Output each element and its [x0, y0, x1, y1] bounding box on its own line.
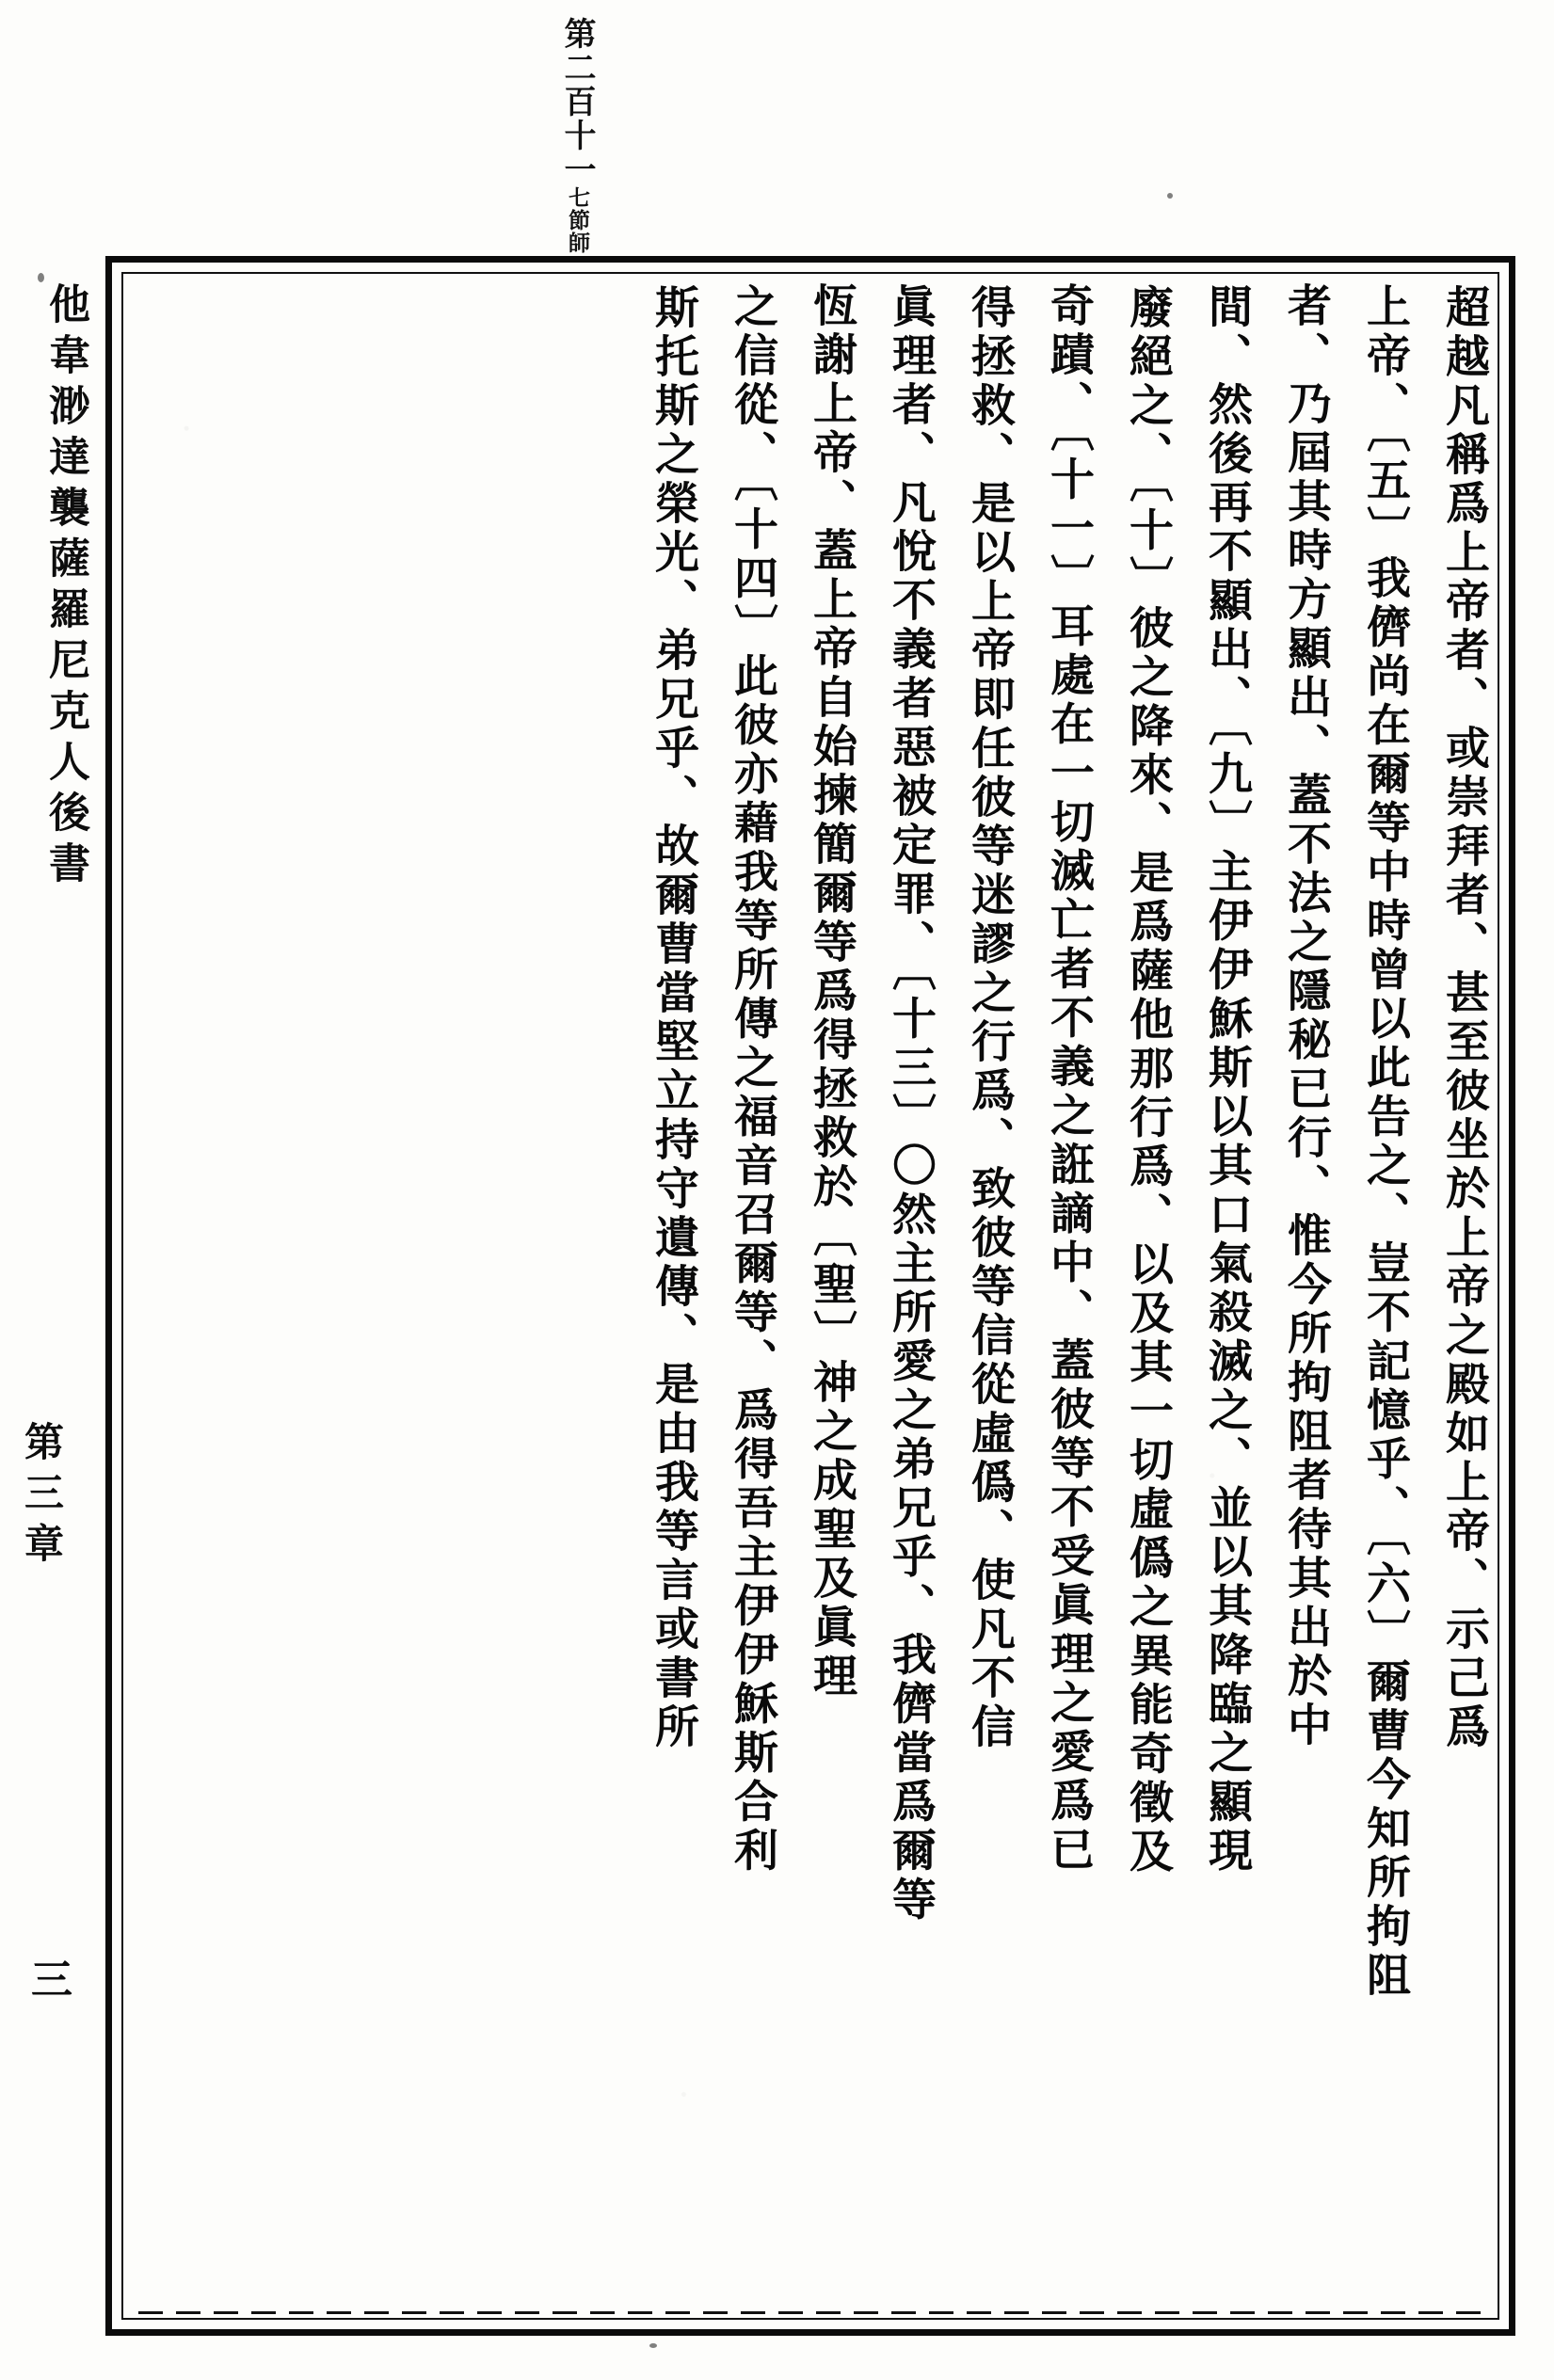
ink-speck: [1167, 193, 1173, 199]
running-head-subtext: 七節師: [565, 186, 590, 254]
text-frame-inner: [121, 272, 1499, 2320]
text-column: 超越凡稱爲上帝者、或崇拜者、甚至彼坐於上帝之殿如上帝、示己爲: [1438, 284, 1490, 1752]
text-column: 奇蹟、〔十一〕耳處在一切滅亡者不義之誑謫中、蓋彼等不受眞理之愛爲已: [1043, 282, 1095, 1876]
text-column: 者、乃屆其時方顯出、蓋不法之隱秘已行、惟今所拘阻者待其出於中: [1280, 282, 1332, 1750]
text-column: 之信從、〔十四〕此彼亦藉我等所傳之福音召爾等、爲得吾主伊伊穌斯合利: [727, 283, 778, 1877]
ink-speck: [38, 273, 44, 282]
bottom-rule: [138, 2311, 1482, 2314]
text-column: 間、然後再不顯出、〔九〕主伊伊穌斯以其口氣殺滅之、並以其降臨之顯現: [1201, 283, 1253, 1877]
running-head-text: 第二百十一: [558, 17, 596, 186]
text-column: 眞理者、凡悅不義者惡被定罪、〔十三〕〇然主所愛之弟兄乎、我儕當爲爾等: [885, 283, 937, 1925]
running-head: [489, 17, 596, 262]
text-column: 廢絕之、〔十〕彼之降來、是爲薩他那行爲、以及其一切虛僞之異能奇徵及: [1122, 284, 1174, 1877]
text-column: 上帝、〔五〕我儕尚在爾等中時曾以此告之、豈不記憶乎、〔六〕爾曹今知所拘阻: [1359, 283, 1411, 2001]
text-column: 恆謝上帝、蓋上帝自始揀簡爾等爲得拯救於〔聖〕神之成聖及眞理: [806, 282, 857, 1701]
spine-title: 他韋渺達襲薩羅尼克人後書: [41, 282, 89, 892]
text-frame: [105, 256, 1515, 2336]
spine-page-number: 三: [24, 1957, 72, 1999]
text-column: 斯托斯之榮光、弟兄乎、故爾曹當堅立持守遺傳、是由我等言或書所: [648, 284, 699, 1752]
ink-speck: [649, 2343, 657, 2348]
spine-chapter: 第三章: [19, 1421, 65, 1573]
text-columns: [135, 282, 1490, 2307]
text-column: 得拯救、是以上帝即任彼等迷謬之行爲、致彼等信從虛僞、使凡不信: [964, 284, 1016, 1752]
